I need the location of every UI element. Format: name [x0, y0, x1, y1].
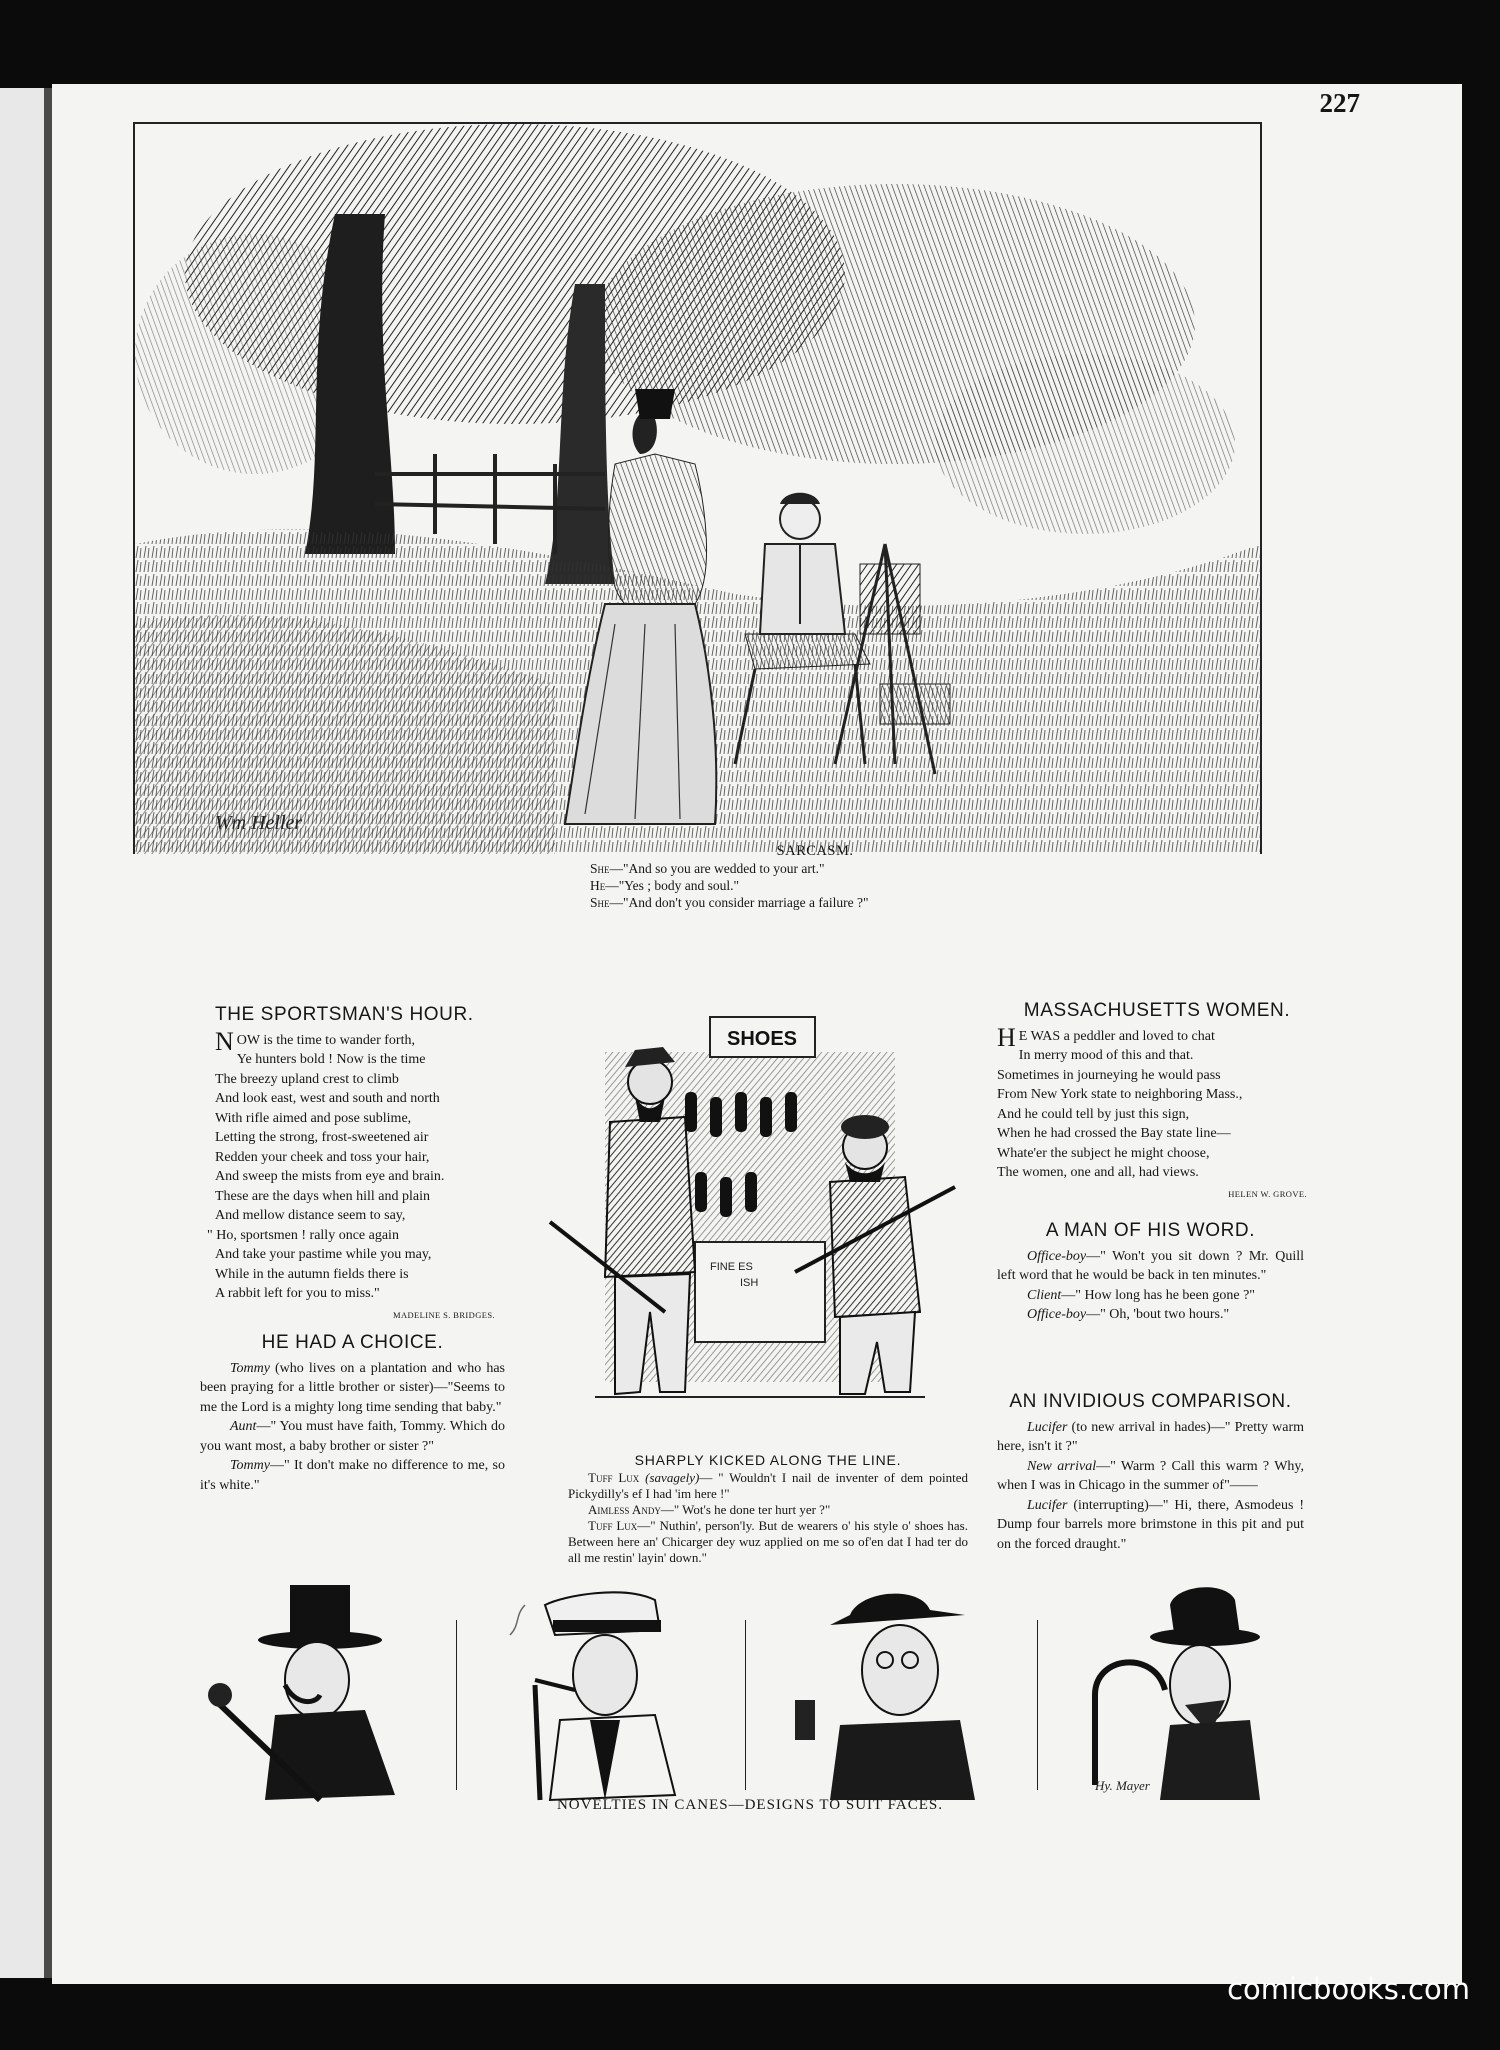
column-divider — [745, 1620, 746, 1790]
poem-line: With rifle aimed and pose sublime, — [215, 1110, 412, 1126]
dialogue-text: —"And don't you consider marriage a failure ?" — [609, 895, 869, 910]
poem-line: NOW is the time to wander forth, — [215, 1026, 415, 1056]
sarcasm-line — [590, 894, 1040, 911]
dialogue-paragraph: New arrival—" Warm ? Call this warm ? Why, when I was in Chicago in the summer of"—— — [997, 1458, 1305, 1493]
poem-line: And mellow distance seem to say, — [215, 1208, 406, 1223]
poem-line: And look east, west and south and north — [215, 1091, 440, 1106]
poem-line: Redden your cheek and toss your hair, — [215, 1149, 430, 1165]
poem-line: Letting the strong, frost-sweetened air — [215, 1130, 429, 1145]
massachusetts-women-title: MASSACHUSETTS WOMEN. — [1023, 1000, 1291, 1021]
dialogue-paragraph: Aunt—" You must have faith, Tommy. Which do you want most, a baby brother or sister ?" — [200, 1419, 505, 1454]
dialogue-paragraph: Tommy—" It don't make no difference to me, so it's white." — [200, 1458, 505, 1493]
spectacled-man-illustration — [790, 1575, 1005, 1805]
svg-text:ISH: ISH — [740, 1277, 759, 1289]
poem-line: These are the days when hill and plain — [215, 1188, 430, 1204]
column-divider — [456, 1620, 457, 1790]
dialogue-paragraph: Lucifer (interrupting)—" Hi, there, Asmodeus ! Dump four barrels more brimstone in this pit and put on the forced draught." — [997, 1497, 1304, 1552]
poem-line: And sweep the mists from eye and brain. — [215, 1169, 445, 1184]
derby-smoker-illustration — [505, 1575, 720, 1805]
dialogue-paragraph: Office-boy—" Oh, 'bout two hours." — [1027, 1307, 1230, 1322]
speaker-label: She — [590, 895, 610, 910]
dialogue-paragraph: Lucifer (to new arrival in hades)—" Pretty warm here, isn't it ?" — [997, 1419, 1304, 1454]
dialogue-paragraph: Tuff Lux (savagely)— " Wouldn't I nail de inventer of dem pointed Pickydilly's ef I had 'im here !" — [568, 1470, 968, 1501]
he-had-a-choice-article — [200, 1333, 505, 1495]
poem-line: While in the autumn fields there is — [215, 1266, 409, 1282]
man-of-his-word-article — [997, 1221, 1304, 1325]
poem-line: Ye hunters bold ! Now is the time — [236, 1052, 426, 1067]
shoes-title: SHARPLY KICKED ALONG THE LINE. — [634, 1452, 902, 1468]
poem-line: Whate'er the subject he might choose, — [997, 1145, 1210, 1161]
site-watermark: comicbooks.com — [1227, 1972, 1470, 2006]
dialogue-paragraph: Office-boy—" Won't you sit down ? Mr. Quill left word that he would be back in ten minutes." — [997, 1248, 1304, 1283]
sportsmans-hour-article — [207, 1004, 495, 1325]
poem-line: When he had crossed the Bay state line— — [997, 1126, 1231, 1141]
column-divider — [1037, 1620, 1038, 1790]
dialogue-paragraph: Tuff Lux—" Nuthin', person'ly. But de wearers o' his style o' shoes has. Between here an' Chicarger dey wuz applied on me so of'en dat I had ter do all me restin' layin' down." — [568, 1518, 968, 1565]
massachusetts-women-article — [997, 1001, 1317, 1204]
poem-line: Sometimes in journeying he would pass — [997, 1067, 1221, 1083]
shoe-stand-illustration — [535, 1012, 965, 1452]
shoes-caption — [568, 1452, 968, 1566]
poem-author: HELEN W. GROVE. — [1228, 1188, 1307, 1199]
invidious-comparison-article — [997, 1392, 1304, 1554]
sarcasm-line — [590, 877, 1040, 894]
poem-line: H E WAS a peddler and loved to chat — [997, 1022, 1215, 1052]
page-number: 227 — [1319, 88, 1360, 118]
dialogue-paragraph: Client—" How long has he been gone ?" — [1027, 1287, 1256, 1303]
canes-caption: NOVELTIES IN CANES—DESIGNS TO SUIT FACES. — [556, 1797, 944, 1813]
poem-author: MADELINE S. BRIDGES. — [393, 1309, 495, 1320]
crook-cane-man-illustration — [1075, 1575, 1290, 1805]
dialogue-paragraph: Aimless Andy—" Wot's he done ter hurt yer ?" — [588, 1502, 831, 1517]
top-hat-man-illustration — [205, 1575, 420, 1805]
sarcasm-illustration — [133, 122, 1262, 854]
he-had-a-choice-title: HE HAD A CHOICE. — [261, 1332, 444, 1353]
poem-line: The women, one and all, had views. — [997, 1165, 1199, 1180]
poem-line: " Ho, sportsmen ! rally once again — [207, 1227, 399, 1243]
drop-cap: N — [215, 1026, 234, 1056]
poem-line: And take your pastime while you may, — [215, 1247, 432, 1262]
svg-text:FINE ES: FINE ES — [710, 1261, 753, 1273]
dialogue-text: —"Yes ; body and soul." — [605, 878, 740, 893]
sarcasm-caption — [590, 843, 1040, 911]
poem-line: In merry mood of this and that. — [1018, 1048, 1194, 1063]
sarcasm-line — [590, 860, 1040, 877]
poem-line: From New York state to neighboring Mass., — [997, 1087, 1243, 1102]
dialogue-paragraph: Tommy (who lives on a plantation and who has been praying for a little brother or sister)—"Seems to me the Lord is a mighty long time sending that baby." — [200, 1360, 505, 1415]
poem-line: A rabbit left for you to miss." — [215, 1286, 380, 1301]
speaker-label: She — [590, 861, 610, 876]
man-of-his-word-title: A MAN OF HIS WORD. — [1045, 1220, 1256, 1241]
speaker-label: He — [590, 878, 606, 893]
drop-cap: H — [997, 1022, 1016, 1052]
sarcasm-title: SARCASM. — [776, 843, 854, 859]
dialogue-text: —"And so you are wedded to your art." — [609, 861, 825, 876]
svg-text:Wm Heller: Wm Heller — [215, 812, 303, 834]
sportsmans-hour-title: THE SPORTSMAN'S HOUR. — [215, 1004, 474, 1025]
invidious-comparison-title: AN INVIDIOUS COMPARISON. — [1009, 1391, 1292, 1412]
svg-text:Hy. Mayer: Hy. Mayer — [1095, 1778, 1150, 1793]
left-page-edge — [0, 88, 52, 1978]
poem-line: The breezy upland crest to climb — [215, 1071, 399, 1087]
shoes-sign: SHOES — [726, 1028, 798, 1050]
poem-line: And he could tell by just this sign, — [997, 1106, 1190, 1122]
